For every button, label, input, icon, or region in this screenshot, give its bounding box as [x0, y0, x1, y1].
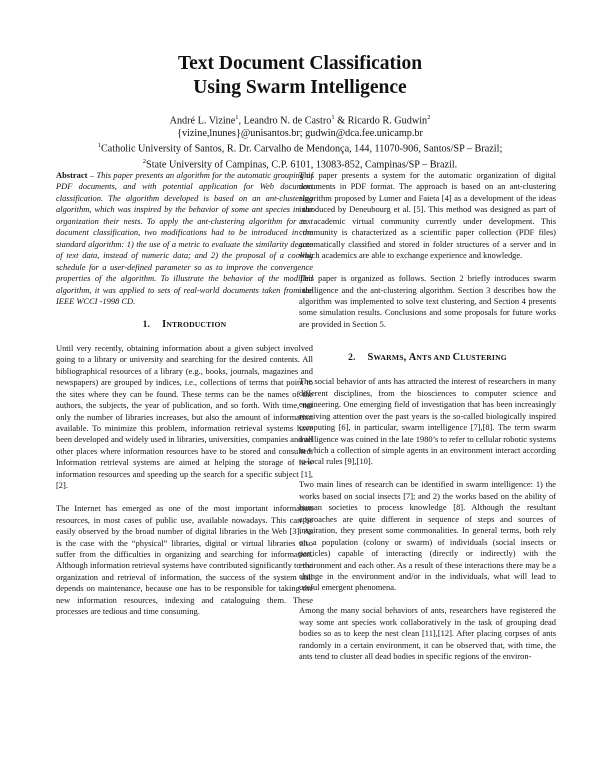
- author-2-affiliation-mark: 1: [331, 114, 335, 121]
- intro-paragraph-2: The Internet has emerged as one of the most important information resources, in most cases of public use, available nowadays. This can be easily observed by the broad number of digital libraries in the Web [3]. As is the case with the “physical” libraries, digital or virtual libraries also suffer from the difficulties in organizing and searching for information. Although information retrieval systems have contributed significantly to the organization and retrieval of information, the success of the system still depends on maintenance, because one has to be responsible for taking the new information resources, indexing and cataloguing them. These processes are tedious and time consuming.: [56, 503, 313, 617]
- affiliation-2-text: State University of Campinas, C.P. 6101, 13083-852, Campinas/SP – Brazil.: [146, 159, 458, 171]
- author-1: André L. Vizine: [169, 115, 236, 127]
- section-2-initial-3: C: [452, 352, 461, 364]
- affiliation-1: [0, 140, 600, 156]
- section-2-comma: ,: [403, 352, 409, 364]
- affiliation-1-text: Catholic University of Santos, R. Dr. Carvalho de Mendonça, 144, 11070-906, Santos/SP – Brazil;: [100, 143, 503, 155]
- left-column: [56, 170, 313, 629]
- section-2-initial-1: S: [367, 352, 374, 364]
- section-2-word-1: WARMS: [373, 353, 404, 363]
- section-2-heading: [299, 352, 556, 364]
- intro-paragraph-1: Until very recently, obtaining information about a given subject involved going to a library or university and searching for the desired contents. All bibliographical resources of a library (e.g., books, journals, magazines and newspapers) are grouped by indices, i.e., collections of terms that point to the sites where they can be found. These terms can be the names of the authors, the subjects, the year of publication, and so forth. With time, not only the number of libraries increases, but also the amount of information available. To minimize this problem, information retrieval systems have been developed and widely used in libraries, universities, companies and all other places where information resources have to be stored and consulted. Information retrieval systems are aimed at helping the storage of new information resources and speeding up the search for a specific subject [1],[2].: [56, 342, 313, 491]
- section-2-initial-2: A: [408, 352, 417, 364]
- title-line-1: Text Document Classification: [177, 53, 423, 74]
- author-names: [0, 112, 600, 128]
- section-2-word-2: NTS AND: [416, 353, 453, 363]
- affiliation-2-mark: 2: [142, 158, 147, 166]
- section-2-word-3: LUSTERING: [460, 353, 507, 363]
- author-3: & Ricardo R. Gudwin: [334, 115, 428, 127]
- abstract: [56, 170, 313, 307]
- section-2-paragraph-2: Two main lines of research can be identified in swarm intelligence: 1) the works based on social insects [7]; and 2) the works based on the ability of human societies to process knowledge [8]. Although the resultant approaches are quite different in sequence of steps and sources of inspiration, they present some commonalities. In general terms, both rely on a population (colony or swarm) of individuals (social insects or particles) capable of interacting (directly or indirectly) with the environment and each other. As a result of these interactions there may be a change in the environment and/or in the individuals, what will lead to useful emergent phenomena.: [299, 479, 556, 593]
- right-column: [299, 170, 556, 674]
- section-1-title-rest: NTRODUCTION: [166, 319, 227, 329]
- author-1-affiliation-mark: 1: [235, 114, 239, 121]
- abstract-text: – This paper presents an algorithm for the automatic grouping of PDF documents, and with potential application for Web document classification. The algorithm developed is based on an ant-clustering algorithm, which was inspired by the behavior of some ant species in the organization their nests. To apply the ant-clustering algorithm for text document classification, two modifications had to be introduced in the standard algorithm: 1) the use of a metric to evaluate the similarity degree of text data, instead of numeric data; and 2) the proposal of a cooling schedule for a user-defined parameter so as to improve the convergence properties of the algorithm. To illustrate the behavior of the modified algorithm, it was applied to sets of real-world documents taken from the IEEE WCCI -1998 CD.: [56, 170, 313, 306]
- paper-title: [0, 52, 600, 100]
- section-2-number: 2.: [348, 353, 356, 364]
- section-1-initial: I: [162, 318, 167, 330]
- abstract-label: Abstract: [56, 170, 88, 180]
- intro-paragraph-3: This paper presents a system for the automatic organization of digital documents in PDF format. The approach is based on an ant-clustering algorithm proposed by Lumer and Faieta [4] as a development of the ideas introduced by Deneubourg et al. [5]. This method was designed as part of an academic virtual community currently under development. This community is characterized as a scientific paper collection (PDF files) automatically classified and stored in folder structures of a server and in which academics are able to exchange experience and knowledge.: [299, 170, 556, 261]
- section-2-paragraph-3: Among the many social behaviors of ants, researchers have registered the way some ant species work collaboratively in the task of grouping dead bodies so as to keep the nest clean [11],[12]. After placing corpses of ants randomly in a certain environment, it can be observed that, with time, the ants tend to cluster all dead bodies in specific regions of the environ-: [299, 605, 556, 662]
- title-line-2: Using Swarm Intelligence: [193, 77, 407, 98]
- section-1-heading: [56, 319, 313, 331]
- affiliation-1-mark: 1: [97, 142, 101, 150]
- intro-paragraph-4: This paper is organized as follows. Section 2 briefly introduces swarm intelligence and the ant-clustering algorithm. Section 3 describes how the algorithm was implemented to solve text clustering, and Section 4 presents some simulation results. Conclusions and some proposals for future works are provided in Section 5.: [299, 273, 556, 329]
- author-2: , Leandro N. de Castro: [238, 115, 332, 127]
- section-1-number: 1.: [142, 319, 151, 330]
- author-block: [0, 112, 600, 172]
- author-3-affiliation-mark: 2: [427, 114, 431, 121]
- section-2-paragraph-1: The social behavior of ants has attracted the interest of researchers in many different disciplines, from the biosciences to computer science and engineering. One emerging field of investigation that has been increasingly receiving attention over the past years is the so-called biologically inspired computing [6], in particular, swarm intelligence [7],[8]. The term swarm intelligence was coined in the late 1980’s to refer to cellular robotic systems in which a collection of simple agents in an environment interact according to local rules [9],[10].: [299, 376, 556, 467]
- author-emails: {vizine,lnunes}@unisantos.br; gudwin@dca.fee.unicamp.br: [177, 127, 423, 139]
